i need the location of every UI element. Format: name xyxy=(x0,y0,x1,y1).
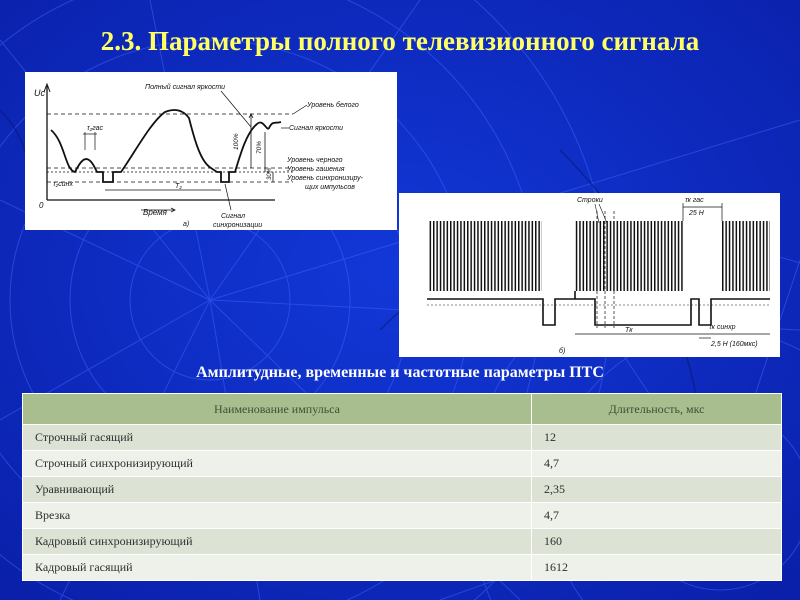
duration-cell: 4,7 xyxy=(532,451,782,477)
duration-cell: 160 xyxy=(532,529,782,555)
table-row xyxy=(23,477,782,503)
lines-label: Строки xyxy=(577,197,603,204)
table-row xyxy=(23,451,782,477)
pct-100-label: 100% xyxy=(233,133,240,150)
column-header-duration: Длительность, мкс xyxy=(532,394,782,425)
waveform-figure-a xyxy=(25,72,397,230)
table-row xyxy=(23,503,782,529)
sync-baseline xyxy=(427,291,770,325)
duration-cell: 1612 xyxy=(532,555,782,581)
sync-level-label-line1: Уровень синхронизиру- xyxy=(287,175,363,182)
tau-blank-label: τ₂гас xyxy=(87,125,104,132)
table-caption: Амплитудные, временные и частотные параметры ПТС xyxy=(196,364,604,381)
composite-waveform xyxy=(51,110,281,182)
period-k-label: Tк xyxy=(625,327,633,334)
table-header-row xyxy=(23,394,782,425)
sync-level-label-line2: щих импульсов xyxy=(305,184,355,191)
line-burst-block xyxy=(429,221,542,291)
pulse-name-cell: Кадровый гасящий xyxy=(23,555,532,581)
blank-level-label: Уровень гашения xyxy=(287,166,345,173)
tau-sync-label: τ₂синх xyxy=(53,181,74,188)
period-label: T₂ xyxy=(175,183,182,190)
line-burst-block xyxy=(575,221,683,291)
tau-k-sync-label: τк синхр xyxy=(709,324,736,331)
table-row xyxy=(23,555,782,581)
pulse-name-cell: Кадровый синхронизирующий xyxy=(23,529,532,555)
pulse-parameters-table xyxy=(22,393,782,581)
black-level-label: Уровень черного xyxy=(287,157,343,164)
table-row xyxy=(23,425,782,451)
origin-label: 0 xyxy=(39,201,44,210)
table-row xyxy=(23,529,782,555)
sync-signal-label-line2: синхронизации xyxy=(213,222,263,229)
val-25h-label: 25 H xyxy=(689,210,704,217)
sync-signal-label-line1: Сигнал xyxy=(221,213,246,220)
brightness-signal-label: Сигнал яркости xyxy=(289,125,344,132)
column-header-pulse-name: Наименование импульса xyxy=(23,394,532,425)
x-axis-label: Время xyxy=(143,208,167,217)
line-burst-block xyxy=(722,221,770,291)
pulse-name-cell: Уравнивающий xyxy=(23,477,532,503)
pct-30-label: 30% xyxy=(267,167,273,180)
val-sync-label: 2,5 H (160мкс) xyxy=(711,341,758,348)
figure-a-letter: а) xyxy=(183,221,190,228)
duration-cell: 4,7 xyxy=(532,503,782,529)
pulse-name-cell: Строчный гасящий xyxy=(23,425,532,451)
pulse-name-cell: Строчный синхронизирующий xyxy=(23,451,532,477)
waveform-figure-b xyxy=(399,193,780,357)
duration-cell: 2,35 xyxy=(532,477,782,503)
figure-b-letter: б) xyxy=(559,348,566,355)
tau-k-blank-label: τк гас xyxy=(685,197,704,204)
pulse-name-cell: Врезка xyxy=(23,503,532,529)
slide-title: 2.3. Параметры полного телевизионного сигнала xyxy=(100,26,700,56)
white-level-label: Уровень белого xyxy=(307,102,359,109)
y-axis-label: Uc xyxy=(34,88,45,98)
pct-70-label: 70% xyxy=(256,140,263,154)
duration-cell: 12 xyxy=(532,425,782,451)
full-signal-label: Полный сигнал яркости xyxy=(145,84,226,91)
